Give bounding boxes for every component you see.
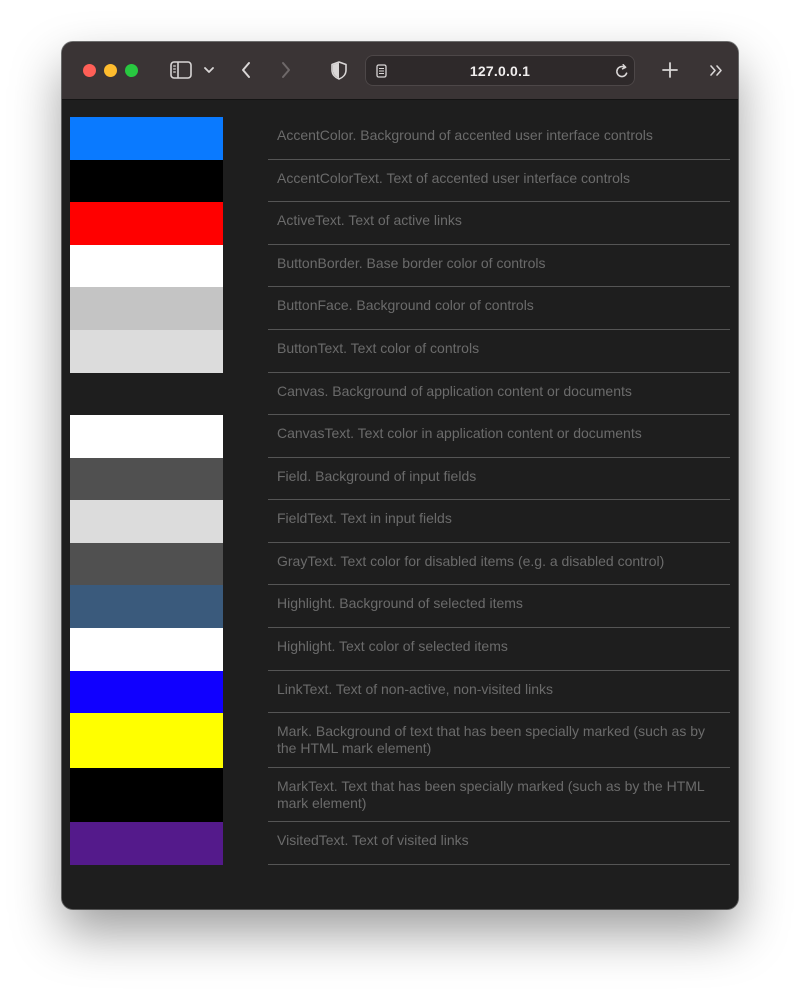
color-label: FieldText. Text in input fields	[277, 510, 452, 526]
chevron-down-icon[interactable]	[203, 64, 215, 76]
color-row-mark	[62, 713, 738, 768]
color-swatch	[70, 628, 223, 671]
color-row-canvas	[62, 373, 738, 415]
color-label: ButtonFace. Background color of controls	[277, 297, 534, 313]
color-swatch	[70, 543, 223, 585]
color-description	[268, 822, 730, 865]
minimize-window-button[interactable]	[104, 64, 117, 77]
color-row-highlight	[62, 585, 738, 628]
color-row-buttonborder	[62, 245, 738, 287]
color-description	[268, 287, 730, 330]
color-label: Mark. Background of text that has been specially marked (such as by the HTML mark element)	[277, 723, 705, 756]
color-row-buttonface	[62, 287, 738, 330]
color-label: Highlight. Text color of selected items	[277, 638, 508, 654]
color-description	[268, 458, 730, 500]
color-description	[268, 768, 730, 822]
page-content	[62, 100, 738, 909]
color-description	[268, 543, 730, 585]
color-row-canvastext	[62, 415, 738, 458]
color-description	[268, 245, 730, 287]
color-description	[268, 117, 730, 160]
color-swatch	[70, 330, 223, 373]
color-row-graytext	[62, 543, 738, 585]
browser-toolbar	[62, 42, 738, 100]
color-description	[268, 373, 730, 415]
forward-arrow-icon[interactable]	[278, 60, 294, 80]
color-label: VisitedText. Text of visited links	[277, 832, 469, 848]
new-tab-plus-icon[interactable]	[660, 60, 680, 80]
color-description	[268, 160, 730, 202]
color-row-field	[62, 458, 738, 500]
color-label: CanvasText. Text color in application content or documents	[277, 425, 642, 441]
color-row-accentcolor	[62, 117, 738, 160]
color-label: Field. Background of input fields	[277, 468, 477, 484]
color-swatch	[70, 415, 223, 458]
sidebar-icon[interactable]	[169, 60, 193, 80]
color-label: LinkText. Text of non-active, non-visited links	[277, 681, 553, 697]
color-row-highlighttext	[62, 628, 738, 671]
color-description	[268, 202, 730, 245]
color-row-linktext	[62, 671, 738, 713]
color-swatch	[70, 713, 223, 768]
color-row-accentcolortext	[62, 160, 738, 202]
color-swatch	[70, 458, 223, 500]
color-swatch	[70, 160, 223, 202]
color-row-fieldtext	[62, 500, 738, 543]
shield-icon[interactable]	[329, 59, 349, 81]
maximize-window-button[interactable]	[125, 64, 138, 77]
color-row-marktext	[62, 768, 738, 822]
color-description	[268, 585, 730, 628]
color-swatch	[70, 768, 223, 822]
color-label: ActiveText. Text of active links	[277, 212, 462, 228]
address-bar[interactable]	[365, 55, 635, 86]
reload-icon[interactable]	[614, 63, 630, 79]
color-label: MarkText. Text that has been specially marked (such as by the HTML mark element)	[277, 778, 705, 811]
color-swatch	[70, 585, 223, 628]
color-description	[268, 628, 730, 671]
back-arrow-icon[interactable]	[238, 60, 254, 80]
color-label: Canvas. Background of application content or documents	[277, 383, 632, 399]
color-swatch	[70, 500, 223, 543]
color-label: ButtonBorder. Base border color of controls	[277, 255, 546, 271]
color-row-buttontext	[62, 330, 738, 373]
color-label: AccentColor. Background of accented user interface controls	[277, 127, 653, 143]
color-label: GrayText. Text color for disabled items (e.g. a disabled control)	[277, 553, 665, 569]
color-description	[268, 330, 730, 373]
color-swatch	[70, 202, 223, 245]
color-swatch	[70, 822, 223, 865]
color-swatch	[70, 373, 223, 415]
color-description	[268, 500, 730, 543]
color-label: ButtonText. Text color of controls	[277, 340, 480, 356]
color-description	[268, 671, 730, 713]
color-swatch	[70, 117, 223, 160]
browser-window	[62, 42, 738, 909]
color-row-activetext	[62, 202, 738, 245]
color-label: Highlight. Background of selected items	[277, 595, 523, 611]
color-swatch	[70, 287, 223, 330]
color-description	[268, 713, 730, 768]
color-row-visitedtext	[62, 822, 738, 865]
color-swatch	[70, 245, 223, 287]
double-chevron-right-icon[interactable]	[707, 62, 725, 78]
close-window-button[interactable]	[83, 64, 96, 77]
address-text: 127.0.0.1	[469, 63, 531, 79]
color-swatch	[70, 671, 223, 713]
color-label: AccentColorText. Text of accented user interface controls	[277, 170, 631, 186]
color-description	[268, 415, 730, 458]
